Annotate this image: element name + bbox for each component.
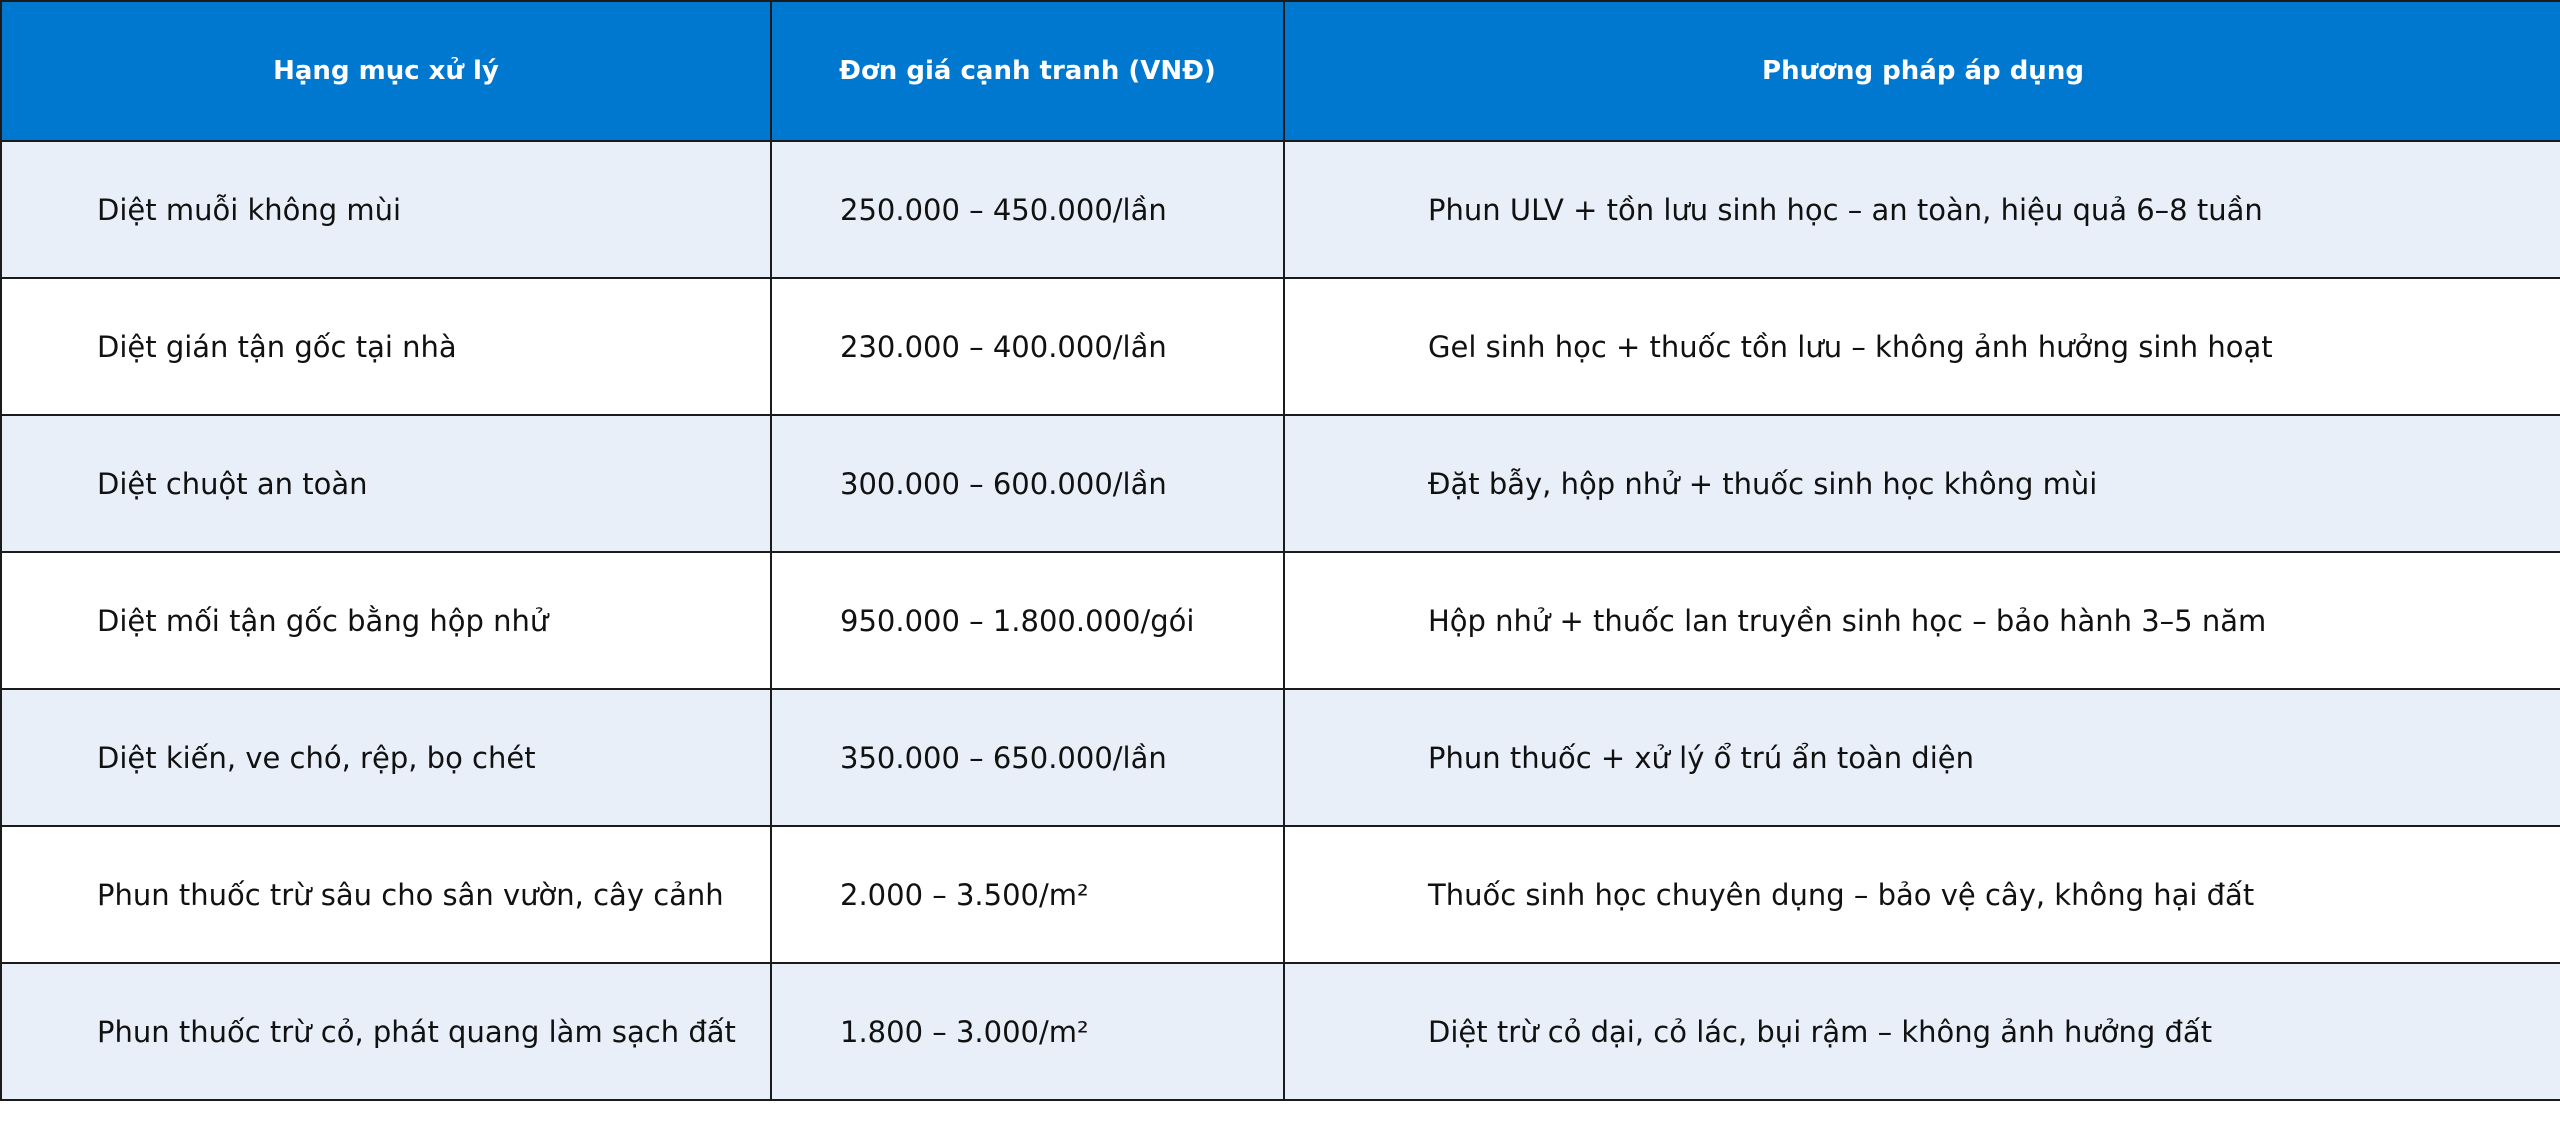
cell-item: Phun thuốc trừ cỏ, phát quang làm sạch đất bbox=[1, 963, 771, 1100]
header-price: Đơn giá cạnh tranh (VNĐ) bbox=[771, 1, 1284, 141]
cell-method: Phun ULV + tồn lưu sinh học – an toàn, hiệu quả 6–8 tuần bbox=[1284, 141, 2560, 278]
cell-price: 2.000 – 3.500/m² bbox=[771, 826, 1284, 963]
header-method: Phương pháp áp dụng bbox=[1284, 1, 2560, 141]
cell-item: Diệt kiến, ve chó, rệp, bọ chét bbox=[1, 689, 771, 826]
table-row bbox=[1, 826, 2560, 963]
cell-price: 1.800 – 3.000/m² bbox=[771, 963, 1284, 1100]
cell-method: Thuốc sinh học chuyên dụng – bảo vệ cây, không hại đất bbox=[1284, 826, 2560, 963]
table-row bbox=[1, 963, 2560, 1100]
cell-method: Phun thuốc + xử lý ổ trú ẩn toàn diện bbox=[1284, 689, 2560, 826]
table-header bbox=[1, 1, 2560, 141]
cell-price: 250.000 – 450.000/lần bbox=[771, 141, 1284, 278]
cell-item: Diệt muỗi không mùi bbox=[1, 141, 771, 278]
table-body bbox=[1, 141, 2560, 1100]
cell-price: 300.000 – 600.000/lần bbox=[771, 415, 1284, 552]
table-row bbox=[1, 141, 2560, 278]
cell-method: Gel sinh học + thuốc tồn lưu – không ảnh hưởng sinh hoạt bbox=[1284, 278, 2560, 415]
cell-item: Phun thuốc trừ sâu cho sân vườn, cây cảnh bbox=[1, 826, 771, 963]
table-row bbox=[1, 415, 2560, 552]
cell-price: 230.000 – 400.000/lần bbox=[771, 278, 1284, 415]
table-row bbox=[1, 278, 2560, 415]
cell-item: Diệt gián tận gốc tại nhà bbox=[1, 278, 771, 415]
header-item: Hạng mục xử lý bbox=[1, 1, 771, 141]
table-row bbox=[1, 689, 2560, 826]
cell-method: Hộp nhử + thuốc lan truyền sinh học – bảo hành 3–5 năm bbox=[1284, 552, 2560, 689]
cell-item: Diệt chuột an toàn bbox=[1, 415, 771, 552]
header-row bbox=[1, 1, 2560, 141]
cell-method: Đặt bẫy, hộp nhử + thuốc sinh học không mùi bbox=[1284, 415, 2560, 552]
table-row bbox=[1, 552, 2560, 689]
cell-price: 950.000 – 1.800.000/gói bbox=[771, 552, 1284, 689]
cell-price: 350.000 – 650.000/lần bbox=[771, 689, 1284, 826]
cell-method: Diệt trừ cỏ dại, cỏ lác, bụi rậm – không ảnh hưởng đất bbox=[1284, 963, 2560, 1100]
cell-item: Diệt mối tận gốc bằng hộp nhử bbox=[1, 552, 771, 689]
